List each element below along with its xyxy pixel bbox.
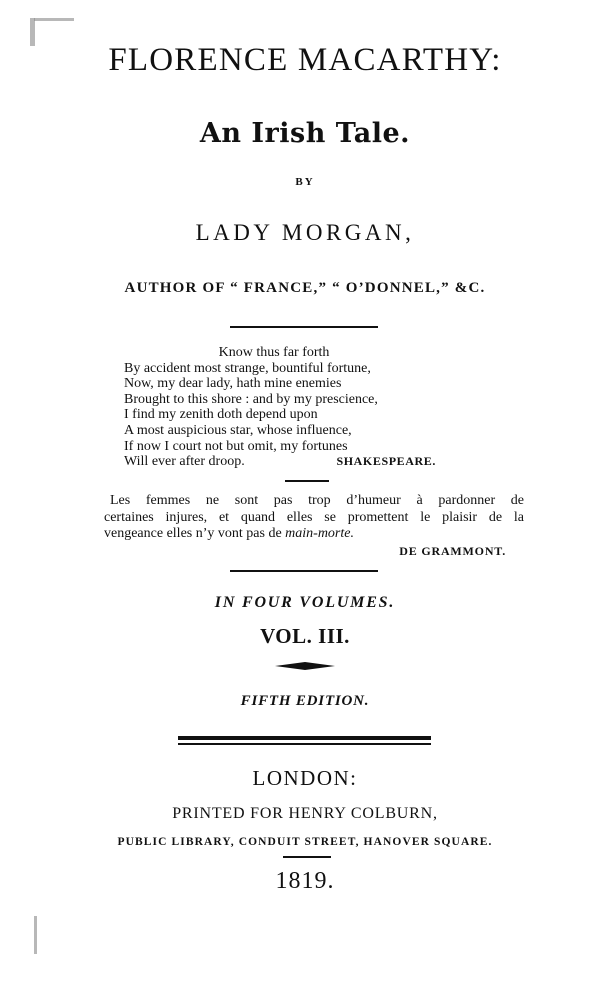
imprint-printer: PRINTED FOR HENRY COLBURN, [172, 805, 438, 822]
imprint-address: PUBLIC LIBRARY, CONDUIT STREET, HANOVER SQUARE. [117, 836, 493, 848]
epigraph-line: Will ever after droop. [124, 454, 245, 470]
quote-italic-text: main-morte. [285, 526, 354, 541]
imprint-year: 1819. [275, 868, 335, 894]
book-title: FLORENCE MACARTHY: [108, 42, 502, 78]
volume-number: VOL. III. [260, 624, 350, 648]
author-credits: AUTHOR OF “ FRANCE,” “ O’DONNEL,” &C. [124, 280, 486, 296]
quote-line [104, 526, 524, 543]
epigraph [124, 345, 436, 470]
scan-mark [34, 18, 74, 21]
divider-rule [283, 856, 331, 858]
book-subtitle: An Irish Tale. [199, 118, 411, 149]
double-rule-thick [178, 736, 431, 740]
divider-rule [230, 570, 378, 572]
quote-line: Les femmes ne sont pas trop d’humeur à pardonner de [110, 493, 524, 508]
epigraph-line: Brought to this shore : and by my prescience, [124, 391, 378, 407]
quote-attribution: DE GRAMMONT. [399, 543, 506, 558]
volume-count: IN FOUR VOLUMES. [214, 594, 396, 611]
by-label: BY [295, 176, 315, 188]
epigraph-line: Now, my dear lady, hath mine enemies [124, 376, 342, 392]
edition-label: FIFTH EDITION. [240, 693, 370, 709]
epigraph-lead: Know thus far forth [218, 345, 330, 360]
double-rule-thin [178, 743, 431, 745]
epigraph-line: A most auspicious star, whose influence, [124, 422, 352, 438]
french-quote [104, 493, 524, 559]
epigraph-line: I find my zenith doth depend upon [124, 407, 318, 423]
epigraph-last-line [124, 454, 436, 470]
author-name: LADY MORGAN, [195, 220, 415, 245]
ornament-rule-icon [275, 661, 335, 671]
epigraph-line: If now I court not but omit, my fortunes [124, 438, 348, 454]
divider-rule [230, 326, 378, 328]
epigraph-line: By accident most strange, bountiful fortune, [124, 360, 371, 376]
divider-rule [285, 480, 329, 482]
epigraph-attribution: SHAKESPEARE. [336, 454, 436, 469]
quote-line: certaines injures, et quand elles se promettent le plaisir de la [104, 509, 524, 525]
quote-line-text: vengeance elles n’y vont pas de [104, 526, 286, 541]
scan-mark [34, 916, 37, 954]
imprint-place: LONDON: [252, 766, 358, 790]
